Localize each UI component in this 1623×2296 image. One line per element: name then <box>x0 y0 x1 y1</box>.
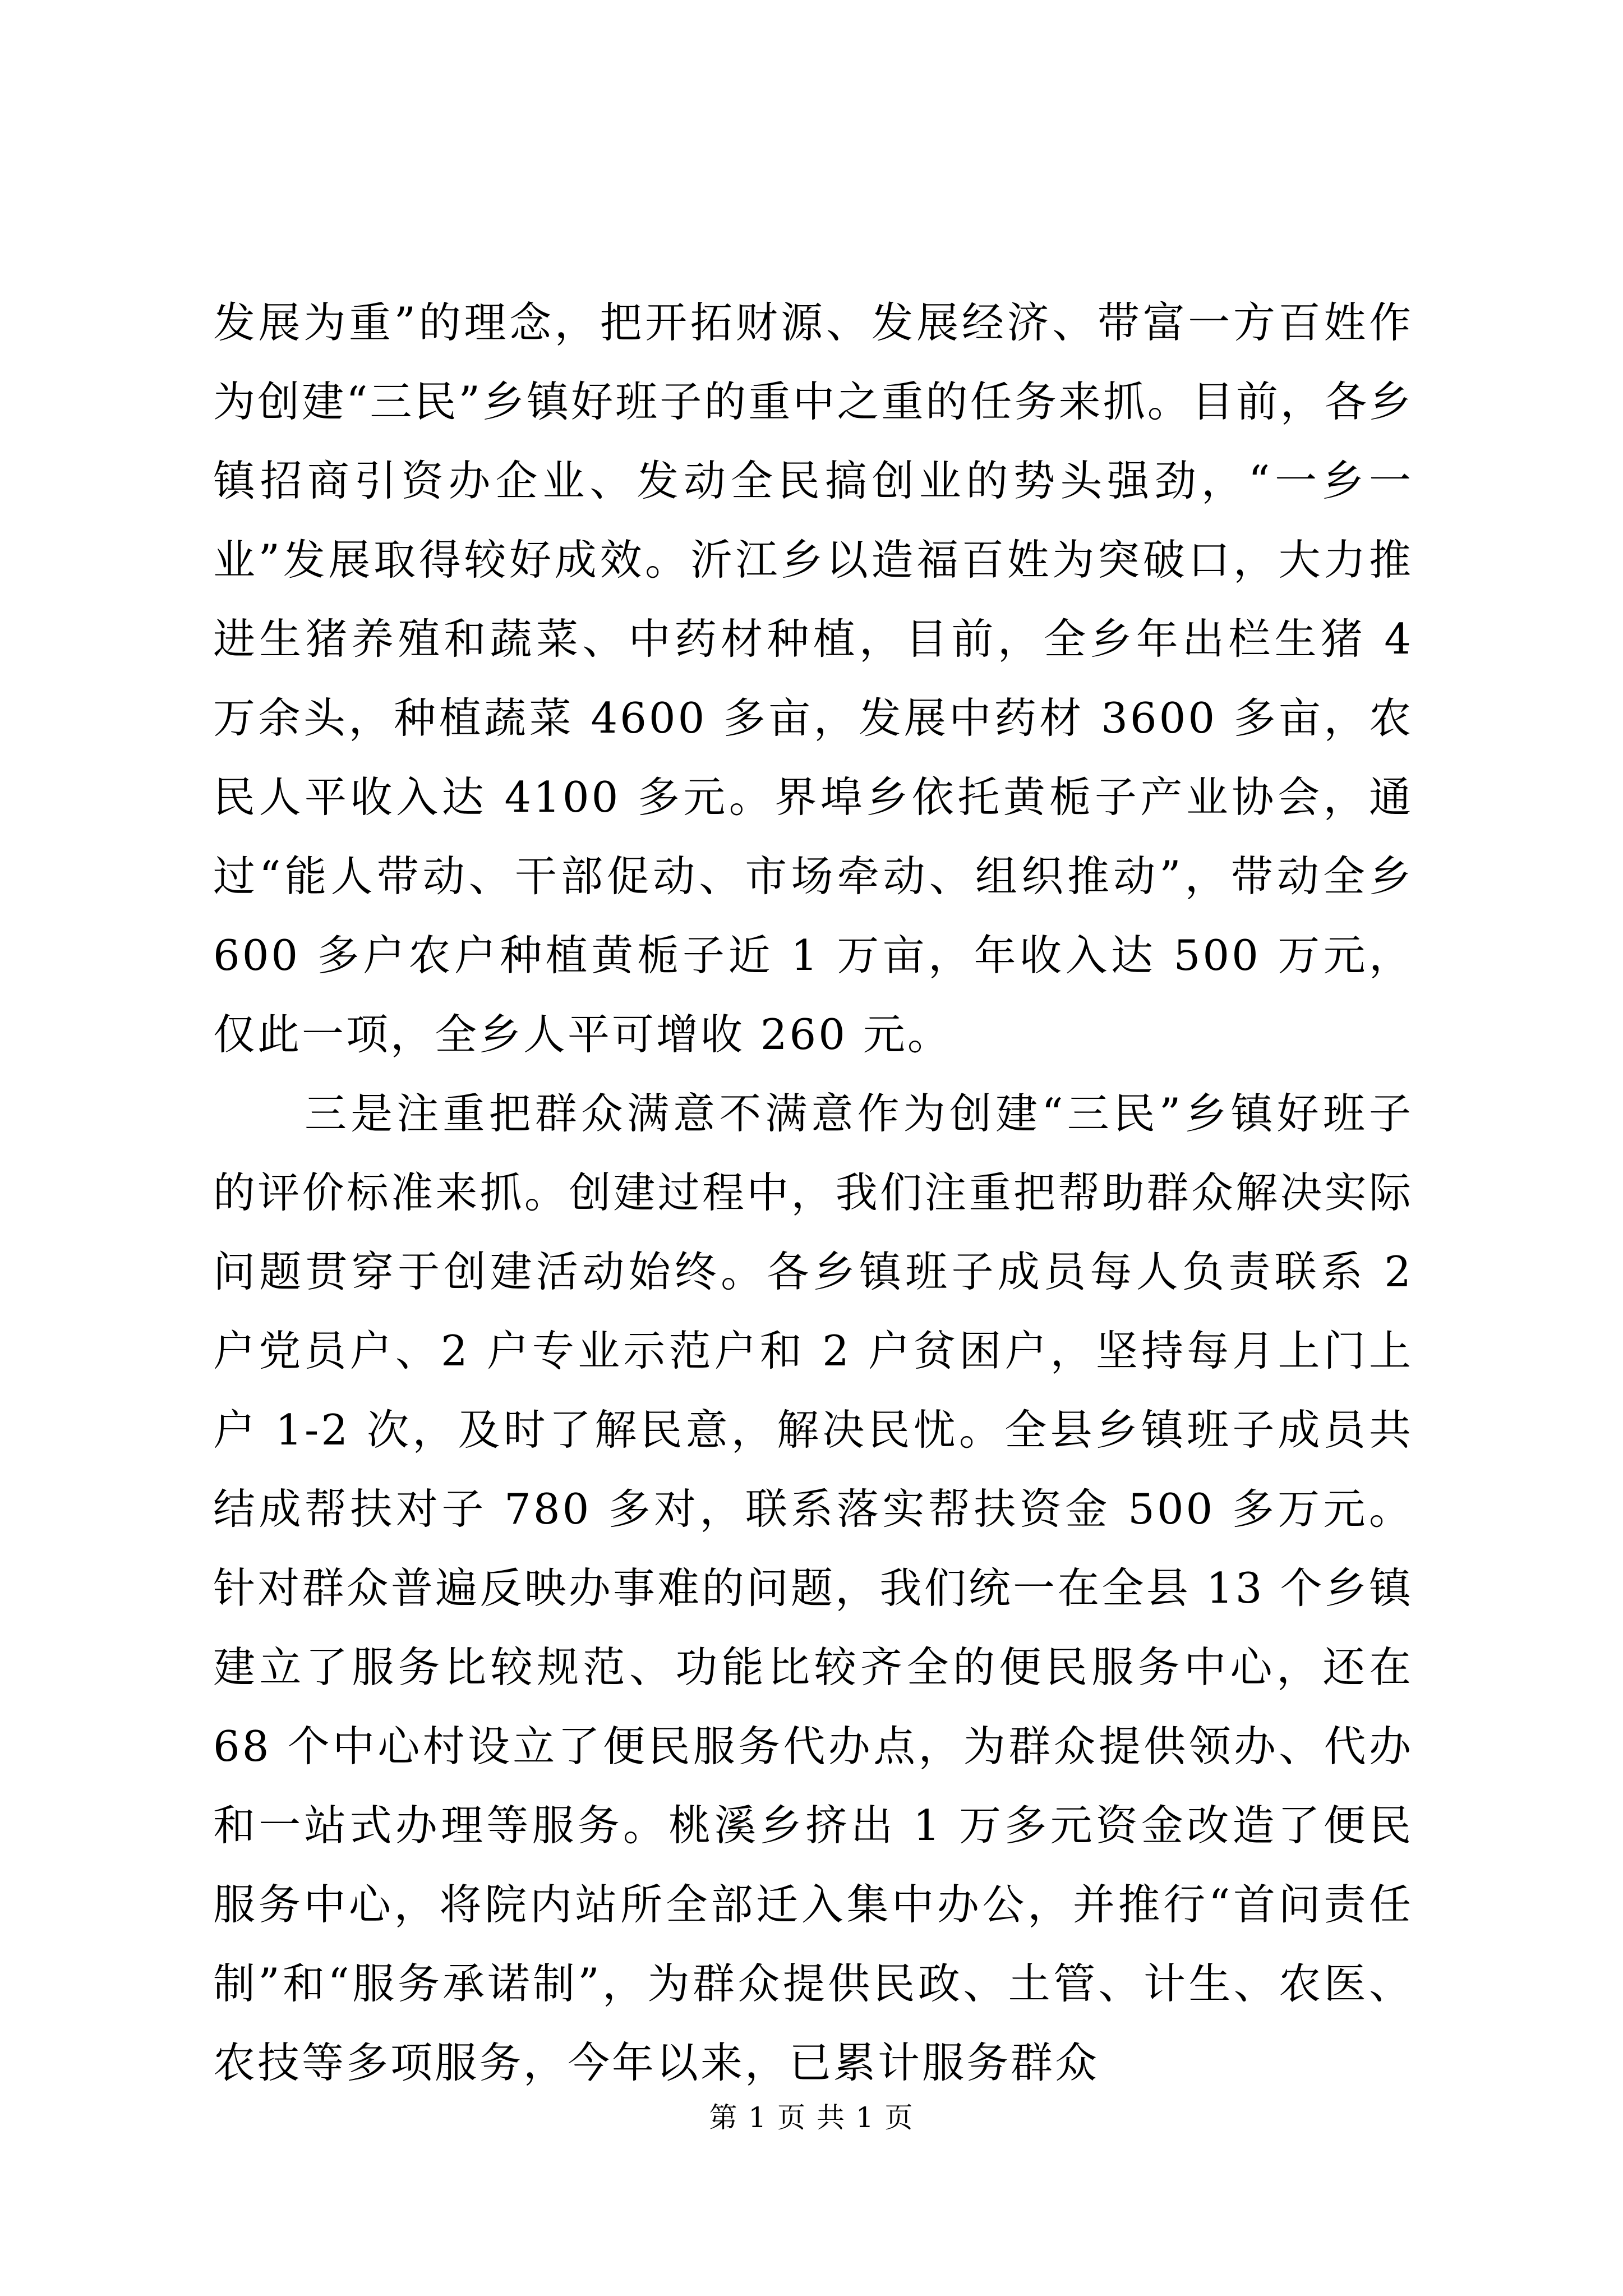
paragraph-2: 三是注重把群众满意不满意作为创建“三民”乡镇好班子的评价标准来抓。创建过程中，我们注重把帮助群众解决实际问题贯穿于创建活动始终。各乡镇班子成员每人负责联系 2 户党员户、2 户专业示范户和 2 户贫困户，坚持每月上门上户 1-2 次，及时了解民意，解决民忧。全县乡镇班子成员共结成帮扶对子 780 多对，联系落实帮扶资金 500 多万元。针对群众普遍反映办事难的问题，我们统一在全县 13 个乡镇建立了服务比较规范、功能比较齐全的便民服务中心，还在 68 个中心村设立了便民服务代办点，为群众提供领办、代办和一站式办理等服务。桃溪乡挤出 1 万多元资金改造了便民服务中心，将院内站所全部迁入集中办公，并推行“首问责任制”和“服务承诺制”，为群众提供民政、土管、计生、农医、农技等多项服务，今年以来，已累计服务群众 <box>213 1089 1429 2087</box>
document-body <box>213 283 1429 2102</box>
page-footer: 第 1 页 共 1 页 <box>709 2101 914 2134</box>
paragraph-1: 发展为重”的理念，把开拓财源、发展经济、带富一方百姓作为创建“三民”乡镇好班子的重中之重的任务来抓。目前，各乡镇招商引资办企业、发动全民搞创业的势头强劲，“一乡一业”发展取得较好成效。沂江乡以造福百姓为突破口，大力推进生猪养殖和蔬菜、中药材种植，目前，全乡年出栏生猪 4 万余头，种植蔬菜 4600 多亩，发展中药材 3600 多亩，农民人平收入达 4100 多元。界埠乡依托黄栀子产业协会，通过“能人带动、干部促动、市场牵动、组织推动”，带动全乡 600 多户农户种植黄栀子近 1 万亩，年收入达 500 万元，仅此一项，全乡人平可增收 260 元。 <box>213 298 1429 1059</box>
